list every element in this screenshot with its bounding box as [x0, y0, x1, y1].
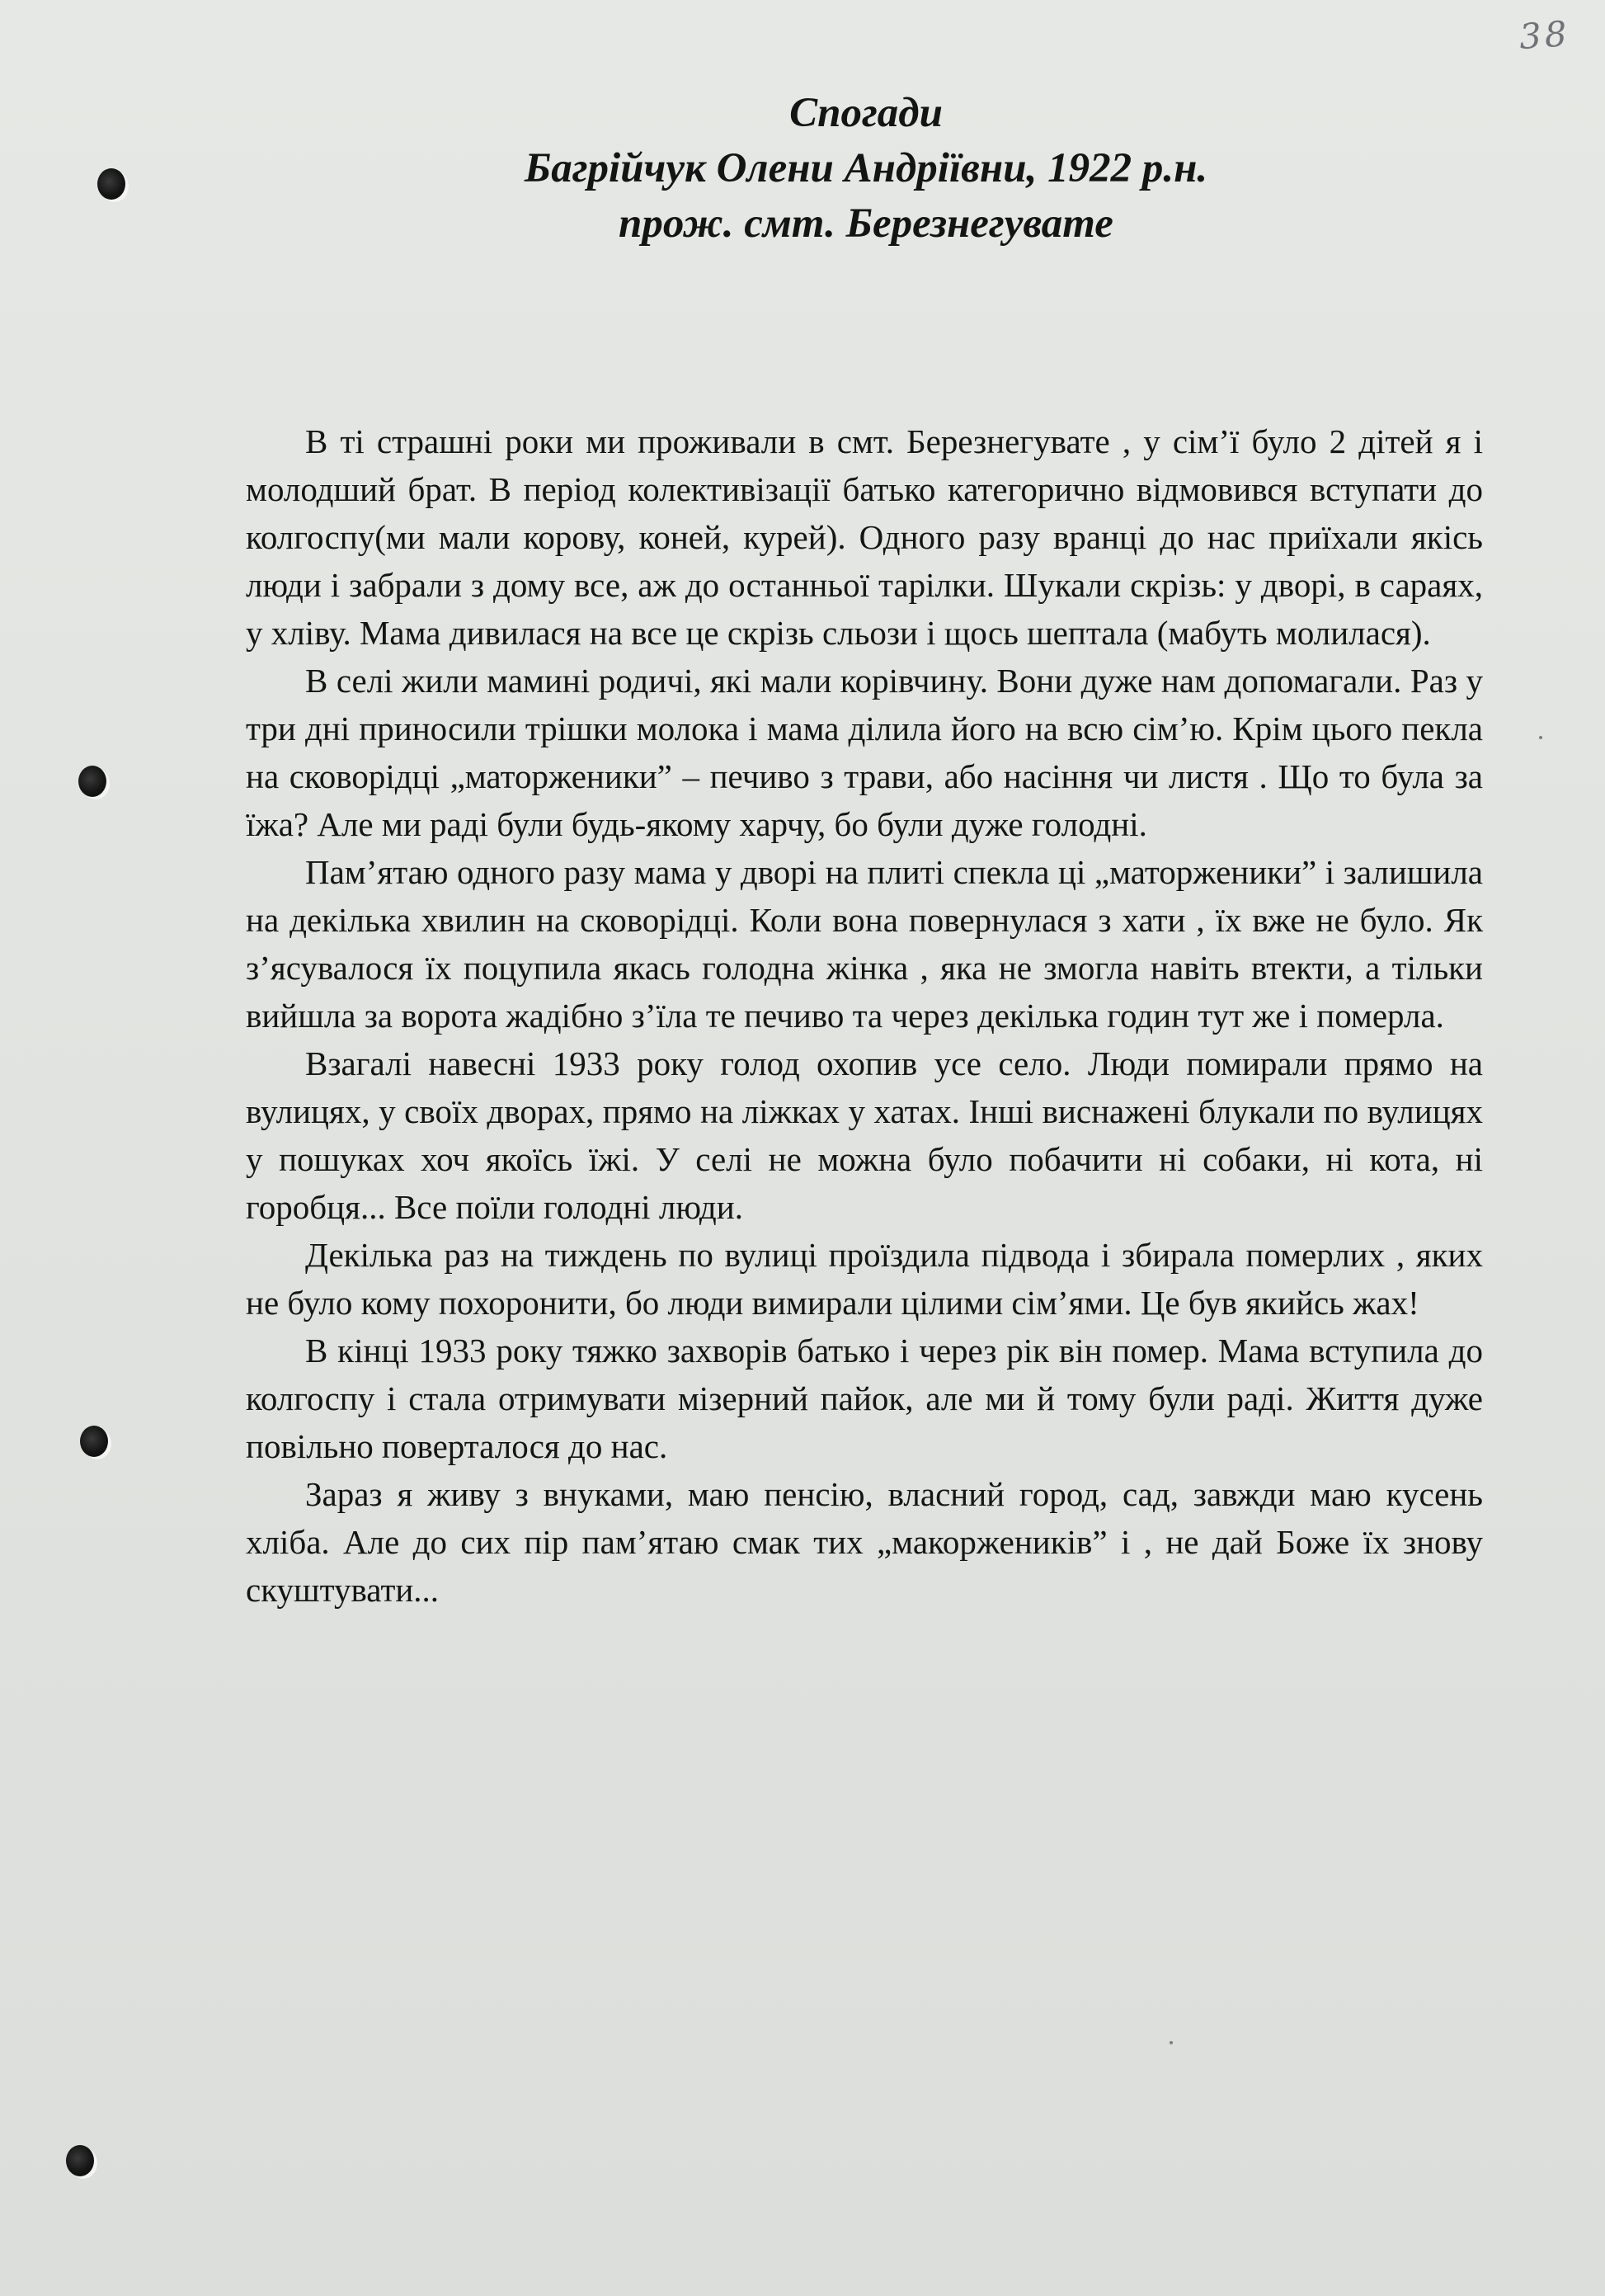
paragraph: Взагалі навесні 1933 року голод охопив усе село. Люди помирали прямо на вулицях, у своїх дворах, прямо на ліжках у хатах. Інші виснажені блукали по вулицях у пошуках хоч якоїсь їжі. У селі не можна було побачити ні собаки, ні кота, ні горобця... Все поїли голодні люди. [246, 1044, 1483, 1226]
paragraph: В кінці 1933 року тяжко захворів батько і через рік він помер. Мама вступила до колгоспу і стала отримувати мізерний пайок, але ми й тому були раді. Життя дуже повільно поверталося до нас. [246, 1332, 1483, 1465]
paragraph: Декілька раз на тиждень по вулиці проїздила підвода і збирала померлих , яких не було кому похоронити, бо люди вимирали цілими сім’ями. Це був якийсь жах! [246, 1236, 1483, 1322]
memoir-body [246, 417, 1483, 1614]
punch-hole [78, 766, 106, 797]
heading-title: Спогади [789, 90, 943, 136]
handwritten-page-number: 38 [1518, 12, 1572, 58]
paragraph: Зараз я живу з внуками, маю пенсію, власний город, сад, завжди маю кусень хліба. Але до сих пір пам’ятаю смак тих „макорженикiв” і , не дай Боже їх знову скуштувати... [246, 1475, 1483, 1609]
heading-author: Багрійчук Олени Андріївни, 1922 р.н. [524, 145, 1208, 191]
punch-hole [80, 1426, 108, 1457]
paragraph: Пам’ятаю одного разу мама у дворі на плиті спекла ці „маторженики” і залишила на декілька хвилин на сковорідці. Коли вона повернулася з хати , їх вже не було. Як з’ясувалося їх поцупила якась голодна жінка , яка не змогла навіть втекти, а тільки вийшла за ворота жадібно з’їла те печиво та через декілька годин тут же і померла. [246, 853, 1483, 1035]
scan-speck [1170, 2041, 1173, 2044]
paragraph: В селі жили мамині родичі, які мали корівчину. Вони дуже нам допомагали. Раз у три дні приносили трішки молока і мама ділила його на всю сім’ю. Крім цього пекла на сковорідці „маторженики” – печиво з трави, або насіння чи листя . Що то була за їжа? Але ми раді були будь-якому харчу, бо були дуже голодні. [246, 662, 1483, 843]
punch-hole [66, 2145, 94, 2176]
paragraph: В ті страшні роки ми проживали в смт. Березнегувате , у сім’ї було 2 дітей я і молодший брат. В період колективізації батько категорично відмовився вступати до колгоспу(ми мали корову, коней, курей). Одного разу вранці до нас приїхали якісь люди і забрали з дому все, аж до останньої тарілки. Шукали скрізь: у дворі, в сараях, у хліву. Мама дивилася на все це скрізь сльози і щось шептала (мабуть молилася). [246, 422, 1483, 652]
heading-residence: прож. смт. Березнегувате [619, 200, 1113, 247]
document-heading [0, 86, 1605, 252]
scan-speck [1539, 736, 1542, 739]
